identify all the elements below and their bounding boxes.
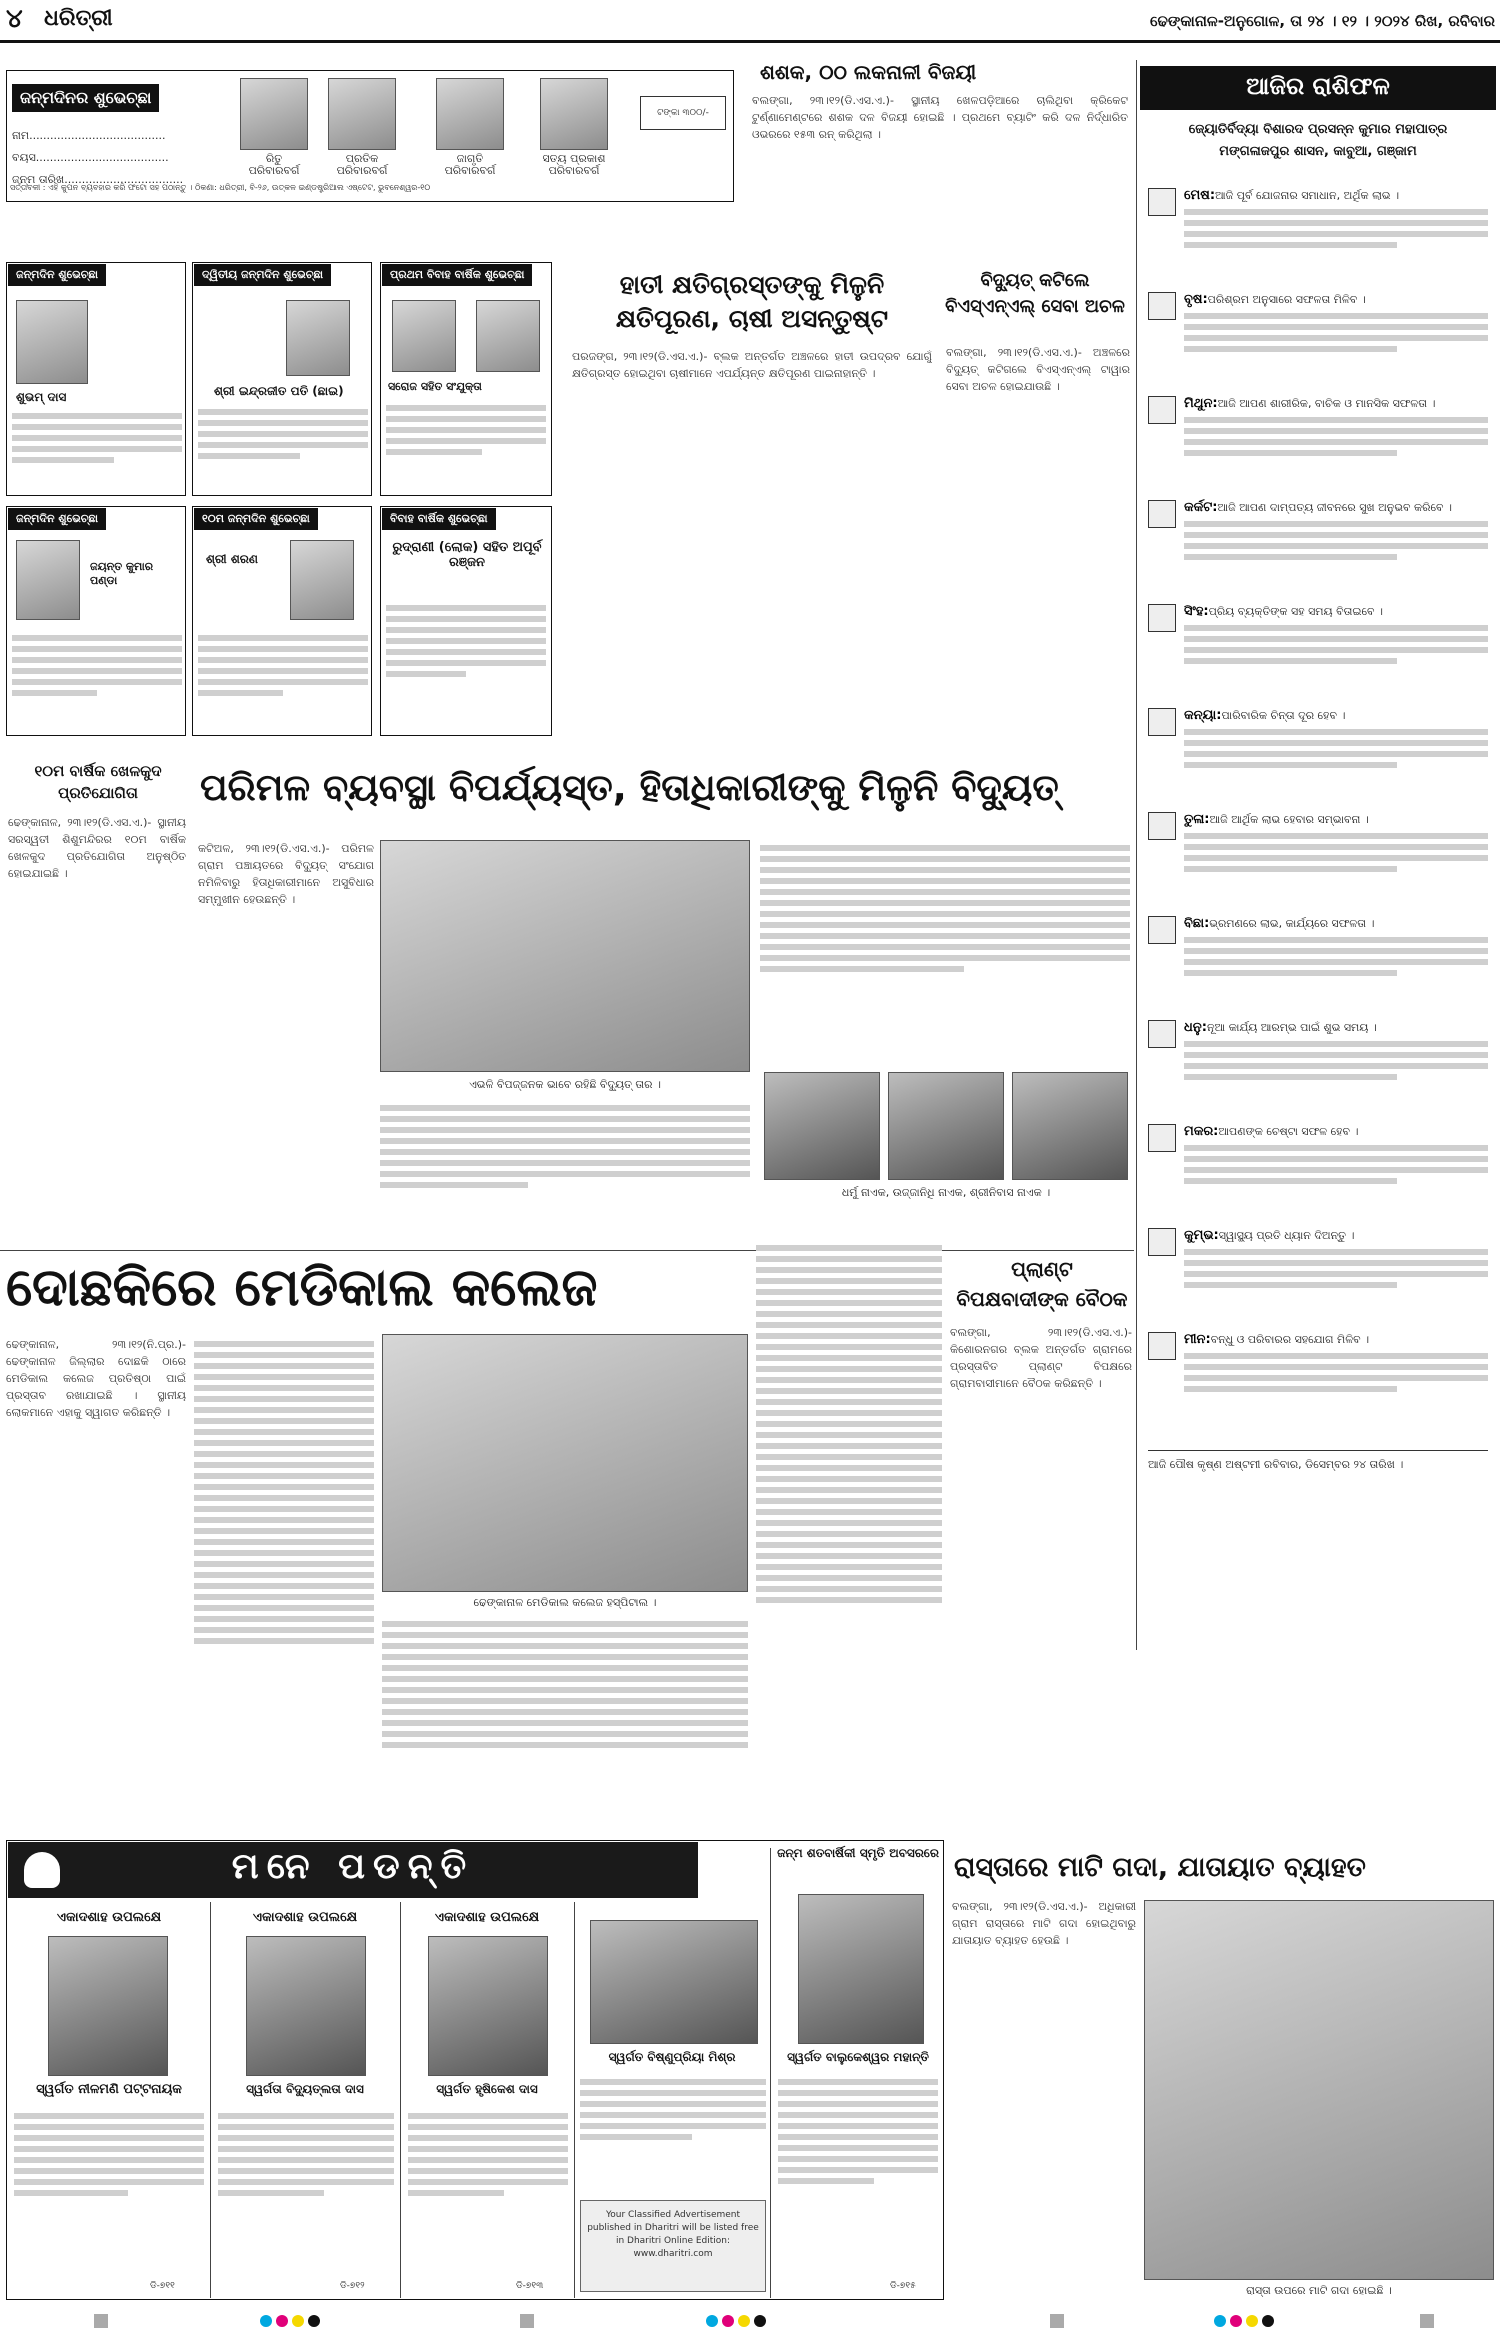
kid-name-1: ରିତୁ	[265, 152, 283, 165]
classified-5-name: ଶ୍ରୀ ଶରଣ	[206, 552, 258, 566]
classified-6-name: ରୁଦ୍ରାଣୀ (ଲୋକ) ସହିତ ଅପୂର୍ବ ରଞ୍ଜନ	[392, 540, 542, 570]
zodiac-body	[1184, 1353, 1488, 1392]
zodiac-text: ଭ୍ରମଣରେ ଲାଭ, କାର୍ଯ୍ୟରେ ସଫଳତା ।	[1209, 917, 1375, 930]
lead-body-col3	[760, 840, 1130, 1060]
zodiac-name: ବୃଷ:	[1184, 292, 1208, 307]
reg-cyan-3	[1214, 2315, 1226, 2327]
kid-name-3: ଜାଗୃତି	[456, 152, 484, 165]
medical-photo	[382, 1334, 748, 1592]
zodiac-text: ବନ୍ଧୁ ଓ ପରିବାରର ସହଯୋଗ ମିଳିବ ।	[1210, 1333, 1370, 1346]
zodiac-name: ବିଛା:	[1184, 916, 1210, 931]
classified-5-body	[198, 630, 368, 726]
birthday-price: ଟଙ୍କା ୩୦୦/-	[640, 96, 726, 130]
zodiac-name: ମେଷ:	[1184, 188, 1216, 203]
zodiac-text: ଆଜି ପୂର୍ବ ଯୋଜନାର ସମାଧାନ, ଅର୍ଥିକ ଲାଭ ।	[1215, 189, 1400, 202]
zodiac-body	[1184, 1145, 1488, 1184]
obit-divider-4	[770, 1848, 771, 2298]
zodiac-body	[1184, 521, 1488, 560]
zodiac-name: ମିଥୁନ:	[1184, 396, 1218, 411]
zodiac-entry	[1148, 500, 1488, 565]
reg-cyan-1	[260, 2315, 272, 2327]
reg-yellow-1	[292, 2315, 304, 2327]
lead-body-col2	[380, 1100, 750, 1240]
horoscope-author: ଜ୍ୟୋତିର୍ବିଦ୍ୟା ବିଶାରଦ ପ୍ରସନ୍ନ କୁମାର ମହାପାତ୍ର	[1188, 122, 1448, 137]
zodiac-text: ପାରିବାରିକ ଚିନ୍ତା ଦୂର ହେବ ।	[1221, 709, 1346, 722]
medical-body-col2	[194, 1336, 374, 1826]
obit-3-ref: ଡି-୭୧୩	[516, 2281, 544, 2291]
zodiac-body	[1184, 833, 1488, 872]
zodiac-body	[1184, 313, 1488, 352]
classified-3-name: ସରୋଜ ସହିତ ସଂଯୁକ୍ତା	[388, 380, 482, 393]
lead-body-col1: କଟିଅଳ, ୨୩।୧୨(ଡି.ଏସ.ଏ.)- ପରିମଳ ଗ୍ରାମ ପଞ୍ଚାୟତରେ ବିଦ୍ୟୁତ୍ ସଂଯୋଗ ନମିଳିବାରୁ ହିତାଧିକାରୀମାନେ ଅସୁବିଧାର ସମ୍ମୁଖୀନ ହେଉଛନ୍ତି ।	[198, 842, 374, 906]
classified-2-photo	[286, 300, 350, 376]
lead-headline: ପରିମଳ ବ୍ୟବସ୍ଥା ବିପର୍ଯ୍ୟସ୍ତ, ହିତାଧିକାରୀଙ୍କୁ ମିଳୁନି ବିଦ୍ୟୁତ୍	[200, 766, 1059, 809]
obit-3-occasion: ଏକାଦଶାହ ଉପଲକ୍ଷେ	[434, 1910, 540, 1925]
reg-magenta-2	[722, 2315, 734, 2327]
obit-2-photo	[246, 1936, 366, 2076]
medical-body-col3	[382, 1616, 748, 1826]
reg-black-1	[308, 2315, 320, 2327]
classified-4-name: ଜୟନ୍ତ କୁମାର ପଣ୍ଡା	[90, 560, 154, 587]
zodiac-body	[1184, 209, 1488, 248]
classified-2-name: ଶ୍ରୀ ଇନ୍ଦ୍ରଜୀତ ପତି (ଛାଇ)	[214, 384, 344, 398]
kid-photo-1	[240, 78, 308, 150]
medical-headline: ଦୋଛକିରେ ମେଡିକାଲ କଲେଜ	[6, 1258, 598, 1318]
obit-5-body	[778, 2074, 938, 2270]
obit-2-ref: ଡି-୭୧୨	[340, 2281, 365, 2291]
paper-name: ଧରିତ୍ରୀ	[44, 6, 113, 31]
classified-6-title: ବିବାହ ବାର୍ଷିକ ଶୁଭେଚ୍ଛା	[382, 508, 496, 530]
birthday-name-label: ନାମ.......................................	[12, 129, 166, 142]
zodiac-body	[1184, 729, 1488, 768]
zodiac-entry	[1148, 604, 1488, 669]
classified-3-photo-2	[476, 300, 540, 372]
page-number: ୪	[6, 4, 23, 34]
elephant-body: ପରଜଙ୍ଗ, ୨୩।୧୨(ଡି.ଏସ.ଏ.)- ବ୍ଲକ ଅନ୍ତର୍ଗତ ଅଞ୍ଚଳରେ ହାତୀ ଉପଦ୍ରବ ଯୋଗୁଁ କ୍ଷତିଗ୍ରସ୍ତ ହୋଇଥିବା ଚାଷୀମାନେ ଏପର୍ଯ୍ୟନ୍ତ କ୍ଷତିପୂରଣ ପାଇନାହାନ୍ତି ।	[572, 350, 932, 380]
zodiac-text: ଆପଣଙ୍କ ଚେଷ୍ଟା ସଫଳ ହେବ ।	[1218, 1125, 1359, 1138]
obit-4-name: ସ୍ୱର୍ଗତ ବିଷ୍ଣୁପ୍ରିୟା ମିଶ୍ର	[608, 2050, 736, 2064]
zodiac-text: ପ୍ରିୟ ବ୍ୟକ୍ତିଙ୍କ ସହ ସମୟ ବିତାଇବେ ।	[1208, 605, 1383, 618]
kid-from-3: ପରିବାରବର୍ଗ	[444, 164, 496, 177]
obit-1-name: ସ୍ୱର୍ଗତ ନୀଳମଣି ପଟ୍ଟନାୟକ	[36, 2082, 182, 2097]
classified-1-photo	[16, 300, 88, 384]
power-body: ବଲଙ୍ଗା, ୨୩।୧୨(ଡି.ଏସ.ଏ.)- ଅଞ୍ଚଳରେ ବିଦ୍ୟୁତ୍ କଟିଗଲେ ବିଏସ୍‌ଏନ୍‌ଏଲ୍ ଟାୱାର ସେବା ଅଚଳ ହୋଇଯାଉଛି ।	[946, 346, 1130, 393]
obit-4-body	[580, 2074, 766, 2194]
lead-photo-caption: ଏଭଳି ବିପଜ୍ଜନକ ଭାବେ ରହିଛି ବିଦ୍ୟୁତ୍ ତାର ।	[469, 1078, 661, 1091]
plant-body: ବଲଙ୍ଗା, ୨୩।୧୨(ଡି.ଏସ.ଏ.)- କିଶୋରନଗର ବ୍ଲକ ଅନ୍ତର୍ଗତ ଗ୍ରାମରେ ପ୍ରସ୍ତାବିତ ପ୍ଲାଣ୍ଟ ବିପକ୍ଷରେ ଗ୍ରାମବାସୀମାନେ ବୈଠକ କରିଛନ୍ତି ।	[950, 1326, 1132, 1390]
portrait-1	[764, 1072, 880, 1180]
reg-black-2	[754, 2315, 766, 2327]
classified-5-title: ୧୦ମ ଜନ୍ମଦିନ ଶୁଭେଚ୍ଛା	[194, 508, 318, 530]
zodiac-text: ଆଜି ଆପଣ ଦାମ୍ପତ୍ୟ ଜୀବନରେ ସୁଖ ଅନୁଭବ କରିବେ ।	[1217, 501, 1452, 514]
classified-1-title: ଜନ୍ମଦିନ ଶୁଭେଚ୍ଛା	[8, 264, 106, 286]
horoscope-divider	[1136, 60, 1137, 1650]
kid-from-1: ପରିବାରବର୍ଗ	[248, 164, 300, 177]
masthead-rule	[0, 40, 1500, 43]
kid-from-2: ପରିବାରବର୍ଗ	[336, 164, 388, 177]
zodiac-entry	[1148, 1332, 1488, 1397]
obit-5-occasion: ଜନ୍ମ ଶତବାର୍ଷିକୀ ସ୍ମୃତି ଅବସରରେ	[777, 1846, 939, 1860]
zodiac-body	[1184, 417, 1488, 456]
lead-photo	[380, 840, 750, 1072]
horoscope-title: ଆଜିର ରାଶିଫଳ	[1246, 72, 1390, 100]
kid-from-4: ପରିବାରବର୍ଗ	[548, 164, 600, 177]
reg-yellow-2	[738, 2315, 750, 2327]
zodiac-name: ମୀନ:	[1184, 1332, 1211, 1347]
kid-photo-2	[328, 78, 396, 150]
power-headline: ବିଦ୍ୟୁତ୍ କଟିଲେ ବିଏସ୍‌ଏନ୍‌ଏଲ୍ ସେବା ଅଚଳ	[945, 270, 1125, 317]
horoscope-footer: ଆଜି ପୌଷ କୃଷ୍ଣ ଅଷ୍ଟମୀ ରବିବାର, ଡିସେମ୍ବର ୨୪ ତାରିଖ ।	[1148, 1450, 1488, 1473]
obit-2-occasion: ଏକାଦଶାହ ଉପଲକ୍ଷେ	[252, 1910, 358, 1925]
obit-3-photo	[428, 1936, 548, 2076]
classified-5-photo	[290, 540, 354, 620]
obit-1-ref: ଡି-୭୧୧	[150, 2281, 175, 2291]
zodiac-text: ଆଜି ଆପଣ ଶାରୀରିକ, ବାଚିକ ଓ ମାନସିକ ସଫଳତା ।	[1217, 397, 1436, 410]
classified-4-photo	[16, 540, 80, 620]
zodiac-entry	[1148, 708, 1488, 773]
obit-divider-3	[574, 1902, 575, 2298]
birthday-date-label: ଜନ୍ମ ତାରିଖ..................................	[12, 173, 184, 186]
zodiac-name: ମକର:	[1184, 1124, 1219, 1139]
obit-5-name: ସ୍ୱର୍ଗତ ବାଲୁକେଶ୍ୱର ମହାନ୍ତି	[787, 2050, 929, 2064]
classified-3-body	[386, 400, 546, 480]
road-headline: ରାସ୍ତାରେ ମାଟି ଗଦା, ଯାତାୟାତ ବ୍ୟାହତ	[954, 1852, 1366, 1883]
zodiac-entry	[1148, 188, 1488, 253]
classified-2-title: ଦ୍ୱିତୀୟ ଜନ୍ମଦିନ ଶୁଭେଚ୍ଛା	[194, 264, 331, 286]
zodiac-name: କୁମ୍ଭ:	[1184, 1228, 1219, 1243]
obit-1-photo	[48, 1936, 168, 2076]
zodiac-body	[1184, 1249, 1488, 1288]
portrait-2	[888, 1072, 1004, 1180]
zodiac-entry	[1148, 1228, 1488, 1293]
zodiac-entry	[1148, 292, 1488, 357]
obit-1-occasion: ଏକାଦଶାହ ଉପଲକ୍ଷେ	[56, 1910, 162, 1925]
obit-3-body	[408, 2108, 568, 2268]
obituary-banner: ମନେ ପଡନ୍ତି	[231, 1846, 475, 1887]
reg-magenta-3	[1230, 2315, 1242, 2327]
classified-6-body	[386, 600, 546, 710]
zodiac-body	[1184, 625, 1488, 664]
obit-1-body	[14, 2108, 204, 2268]
zodiac-text: ପରିଶ୍ରମ ଅନୁସାରେ ସଫଳତା ମିଳିବ ।	[1207, 293, 1366, 306]
classified-1-name: ଶୁଭମ୍ ଦାସ	[16, 390, 67, 404]
dateline: ଢେଙ୍କାନାଳ-ଅନୁଗୋଳ, ତା ୨୪ । ୧୨ । ୨୦୨୪ ରିଖ, ରବିବାର	[1150, 12, 1495, 30]
classified-2-body	[198, 404, 368, 484]
medical-body-col4	[756, 1240, 942, 1826]
obit-divider-2	[400, 1902, 401, 2298]
sports-headline: ଶଶକ, ୦ଠ ଲକନାଳୀ ବିଜୟୀ	[760, 60, 977, 84]
portraits-caption: ଧର୍ମୁ ନାଏକ, ଉଜ୍ଜାନିଧି ନାଏକ, ଶ୍ରୀନିବାସ ନାଏକ ।	[841, 1186, 1051, 1199]
zodiac-entry	[1148, 1020, 1488, 1085]
zodiac-entry	[1148, 916, 1488, 981]
football-body: ଢେଙ୍କାନାଳ, ୨୩।୧୨(ଡି.ଏସ.ଏ.)- ସ୍ଥାନୀୟ ସରସ୍ୱତୀ ଶିଶୁମନ୍ଦିରର ୧୦ମ ବାର୍ଷିକ ଖେଳକୁଦ ପ୍ରତିଯୋଗିତା ଅନୁଷ୍ଠିତ ହୋଇଯାଇଛି ।	[8, 816, 186, 880]
elephant-headline: ହାତୀ କ୍ଷତିଗ୍ରସ୍ତଙ୍କୁ ମିଳୁନି କ୍ଷତିପୂରଣ, ଚାଷୀ ଅସନ୍ତୁଷ୍ଟ	[615, 270, 889, 333]
classified-3-photo-1	[392, 300, 456, 372]
zodiac-name: ସିଂହ:	[1184, 604, 1209, 619]
kid-photo-4	[540, 78, 608, 150]
birthday-box-title: ଜନ୍ମଦିନର ଶୁଭେଚ୍ଛା	[12, 84, 159, 112]
obit-2-name: ସ୍ୱର୍ଗତା ବିଦ୍ୟୁତ୍‌ଲତା ଦାସ	[246, 2082, 364, 2096]
kid-name-2: ପ୍ରତିକ	[345, 152, 379, 165]
classified-4-body	[12, 630, 182, 726]
medical-body-col1: ଢେଙ୍କାନାଳ, ୨୩।୧୨(ନି.ପ୍ର.)- ଢେଙ୍କାନାଳ ଜିଲ୍ଲାର ଦୋଛକି ଠାରେ ମେଡିକାଲ କଲେଜ ପ୍ରତିଷ୍ଠା ପାଇଁ ପ୍ରସ୍ତାବ ରଖାଯାଇଛି । ସ୍ଥାନୀୟ ଲୋକମାନେ ଏହାକୁ ସ୍ୱାଗତ କରିଛନ୍ତି ।	[6, 1338, 186, 1419]
road-photo	[1144, 1900, 1494, 2280]
sports-body: ବଲଙ୍ଗା, ୨୩।୧୨(ଡି.ଏସ.ଏ.)- ସ୍ଥାନୀୟ ଖେଳପଡ଼ିଆରେ ଚାଲିଥିବା କ୍ରିକେଟ ଟୁର୍ଣ୍ଣାମେଣ୍ଟରେ ଶଶକ ଦଳ ବିଜୟୀ ହୋଇଛି । ପ୍ରଥମେ ବ୍ୟାଟିଂ କରି ଦଳ ନିର୍ଦ୍ଧାରିତ ଓଭରରେ ୧୫୩ ରନ୍ କରିଥିଲା ।	[752, 94, 1128, 141]
zodiac-entry	[1148, 1124, 1488, 1189]
zodiac-name: ତୁଳା:	[1184, 812, 1210, 827]
zodiac-text: ନୂଆ କାର୍ଯ୍ୟ ଆରମ୍ଭ ପାଇଁ ଶୁଭ ସମୟ ।	[1206, 1021, 1377, 1034]
medical-photo-caption: ଢେଙ୍କାନାଳ ମେଡିକାଲ କଲେଜ ହସ୍ପିଟାଲ ।	[473, 1596, 657, 1609]
portrait-3	[1012, 1072, 1128, 1180]
kid-name-4: ସତ୍ୟ ପ୍ରକାଶ	[542, 152, 606, 165]
road-photo-caption: ରାସ୍ତା ଉପରେ ମାଟି ଗଦା ହୋଇଛି ।	[1246, 2284, 1392, 2297]
horoscope-place: ମଙ୍ଗଳାଜପୁର ଶାସନ, କାବୁଆ, ଗଞ୍ଜାମ	[1219, 144, 1417, 159]
zodiac-name: ଧନୁ:	[1184, 1020, 1207, 1035]
lamp-icon	[24, 1852, 60, 1888]
classified-4-title: ଜନ୍ମଦିନ ଶୁଭେଚ୍ଛା	[8, 508, 106, 530]
obit-3-name: ସ୍ୱର୍ଗତ ହୃଷିକେଶ ଦାସ	[436, 2082, 538, 2096]
reg-black-3	[1262, 2315, 1274, 2327]
reg-yellow-3	[1246, 2315, 1258, 2327]
obit-divider-1	[210, 1902, 211, 2298]
zodiac-text: ଆଜି ଆର୍ଥିକ ଲାଭ ହେବାର ସମ୍ଭାବନା ।	[1209, 813, 1369, 826]
obit-5-photo	[798, 1894, 924, 2044]
road-body: ବଲଙ୍ଗା, ୨୩।୧୨(ଡି.ଏସ.ଏ.)- ଅଧିକାରୀ ଗ୍ରାମ ରାସ୍ତାରେ ମାଟି ଗଦା ହୋଇଥିବାରୁ ଯାତାୟାତ ବ୍ୟାହତ ହେଉଛି ।	[952, 1900, 1136, 1947]
obit-5-ref: ଡି-୭୧୫	[890, 2281, 916, 2291]
reg-cyan-2	[706, 2315, 718, 2327]
obit-2-body	[218, 2108, 394, 2268]
zodiac-body	[1184, 1041, 1488, 1080]
zodiac-text: ସ୍ୱାସ୍ଥ୍ୟ ପ୍ରତି ଧ୍ୟାନ ଦିଅନ୍ତୁ ।	[1218, 1229, 1355, 1242]
classified-3-title: ପ୍ରଥମ ବିବାହ ବାର୍ଷିକ ଶୁଭେଚ୍ଛା	[382, 264, 532, 286]
birthday-age-label: ବୟସ......................................	[12, 151, 169, 164]
obit-4-photo	[590, 1920, 758, 2044]
birthday-footnote: ସର୍ତ୍ତାବଳୀ : ଏହି କୁପନ ବ୍ୟବହାର କରି ଫଟୋ ସହ ପଠାନ୍ତୁ । ଠିକଣା: ଧରିତ୍ରୀ, ବି-୨୬, ଉତ୍କଳ ଇଣ୍ଡଷ୍ଟ୍ରିଆଲ ଏଷ୍ଟେଟ, ଭୁବନେଶ୍ୱର-୧୦	[10, 183, 431, 192]
reg-magenta-1	[276, 2315, 288, 2327]
kid-photo-3	[436, 78, 504, 150]
zodiac-entry	[1148, 812, 1488, 877]
registration-marks	[0, 2310, 1500, 2333]
zodiac-body	[1184, 937, 1488, 976]
zodiac-name: କନ୍ୟା:	[1184, 708, 1222, 723]
promo-box: Your Classified Advertisement published in Dharitri will be listed free in Dharitri Online Edition: www.dharitri.com	[580, 2200, 766, 2292]
zodiac-entry	[1148, 396, 1488, 461]
classified-1-body	[12, 408, 182, 488]
football-headline: ୧୦ମ ବାର୍ଷିକ ଖେଳକୁଦ ପ୍ରତିଯୋଗିତା	[34, 762, 162, 802]
zodiac-name: କର୍କଟ:	[1184, 500, 1218, 515]
plant-headline: ପ୍ଲାଣ୍ଟ ବିପକ୍ଷବାଦୀଙ୍କ ବୈଠକ	[956, 1257, 1128, 1311]
